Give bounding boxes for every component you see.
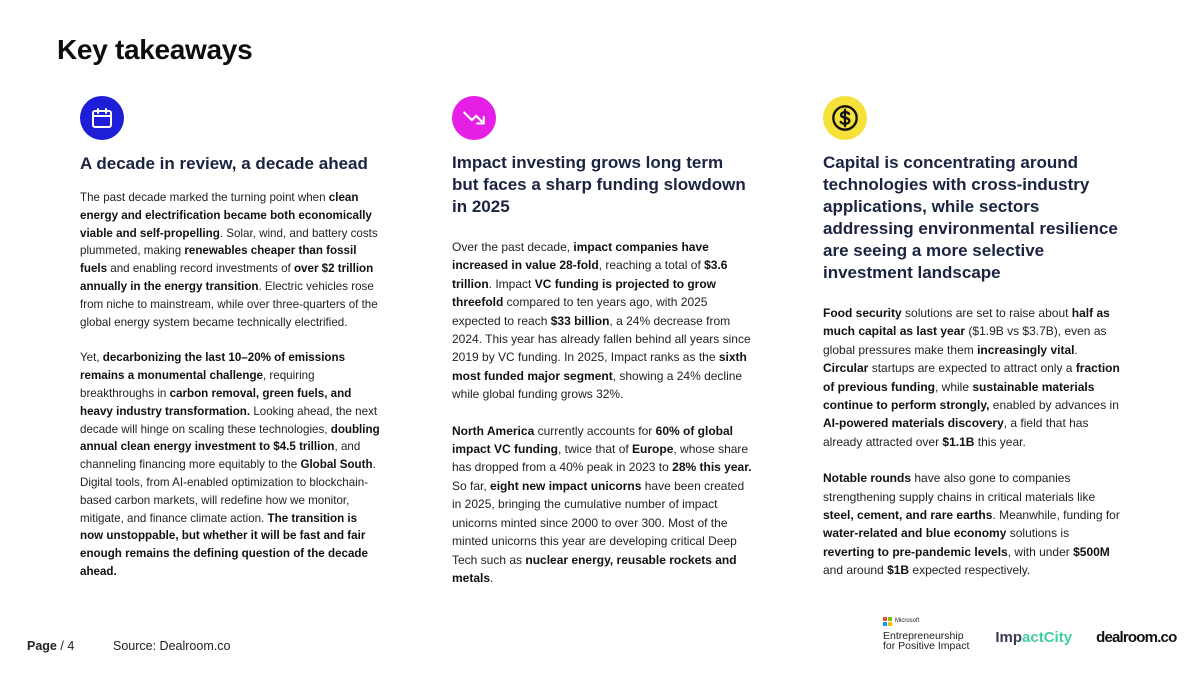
text-segment: . Digital tools, from AI-enabled optimization to blockchain-based carbon markets, will redefine how we monitor, mitigate, and finance climate action. (80, 458, 376, 525)
bold-text: nuclear energy, reusable rockets and metals (452, 552, 737, 585)
bold-text: sixth most funded major segment (452, 350, 747, 383)
text-segment: , twice that of (558, 442, 633, 457)
text-segment: , reaching a total of (598, 258, 705, 273)
text-segment: solutions are set to raise about (901, 306, 1072, 320)
bold-text: Notable rounds (823, 471, 912, 486)
msft-program-line2: for Positive Impact (883, 640, 970, 652)
microsoft-logo (883, 616, 969, 651)
column-paragraph (452, 422, 752, 588)
bold-text: 60% of global impact VC funding (452, 423, 733, 457)
bold-text: clean energy and electrification became both economically viable and self-propelling (80, 191, 372, 240)
text-segment: and enabling record investments of (107, 262, 294, 276)
impactcity-logo (995, 629, 1072, 646)
bold-text: 28% this year. (672, 460, 752, 475)
impactcity-part2: actCity (1022, 629, 1073, 646)
bold-text: $3.6 trillion (452, 258, 728, 291)
takeaway-column-decade (80, 96, 380, 581)
bold-text: $1.1B (942, 434, 975, 449)
column-paragraph (80, 349, 380, 580)
column-paragraph (823, 469, 1123, 579)
page-indicator (27, 639, 74, 653)
text-segment: enabled by advances in (989, 398, 1119, 413)
text-segment: solutions is (1006, 526, 1070, 541)
text-segment: . Impact (488, 276, 535, 291)
text-segment: . (1074, 342, 1078, 357)
bold-text: reverting to pre-pandemic levels (823, 544, 1008, 559)
bold-text: fraction of previous funding (823, 361, 1120, 394)
text-segment: . (490, 570, 494, 585)
calendar-icon (80, 96, 124, 140)
text-segment: So far, (452, 478, 491, 493)
bold-text: AI-powered materials discovery (823, 416, 1004, 431)
msft-program-line1: Entrepreneurship (883, 630, 964, 642)
dealroom-logo: dealroom.co (1096, 629, 1177, 646)
text-segment: have also gone to companies strengthening supply chains in critical materials like (823, 471, 1096, 504)
bold-text: $1B (887, 563, 910, 578)
column-paragraph (823, 304, 1123, 451)
text-segment: and around (823, 563, 888, 578)
text-segment: , requiring breakthroughs in (80, 369, 315, 400)
text-segment: , whose share has dropped from a 40% peak in 2023 to (452, 442, 749, 475)
impactcity-part1: Imp (995, 629, 1023, 646)
bold-text: half as much capital as last year (823, 306, 1110, 339)
bold-text: steel, cement, and rare earths (823, 508, 993, 523)
text-segment: , a field that has already attracted over (823, 416, 1089, 449)
text-segment: , while (935, 379, 973, 394)
text-segment: expected respectively. (909, 563, 1031, 578)
bold-text: North America (452, 423, 535, 438)
bold-text: Europe (632, 442, 674, 457)
microsoft-wordmark: Microsoft (895, 618, 920, 624)
text-segment: Yet, (80, 351, 103, 365)
column-heading: Impact investing grows long term but faces a sharp funding slowdown in 2025 (452, 153, 746, 216)
bold-text: Global South (300, 458, 373, 472)
text-segment: . Solar, wind, and battery costs plummeted, making (80, 226, 378, 258)
bold-text: $500M (1073, 544, 1110, 559)
bold-text: water-related and blue economy (823, 526, 1007, 541)
text-segment: The past decade marked the turning point when (80, 191, 329, 204)
text-segment: currently accounts for (534, 423, 656, 438)
text-segment: have been created in 2025, bringing the cumulative number of impact unicorns minted since 2000 to over 300. Most of the minted unicorns this year are developing critical Deep Tech such as (452, 478, 745, 567)
text-segment: this year. (974, 434, 1026, 449)
text-segment: Looking ahead, the next decade will hinge on scaling these technologies, (80, 404, 378, 436)
bold-text: Circular (823, 361, 869, 376)
text-segment: Over the past decade, (452, 240, 574, 254)
text-segment: , with under (1007, 544, 1074, 559)
bold-text: $33 billion (550, 313, 610, 328)
bold-text: impact companies have increased in value 28-fold (452, 240, 709, 273)
takeaway-column-capital (823, 96, 1123, 580)
takeaway-column-impact-investing (452, 96, 752, 587)
column-paragraph (80, 189, 380, 331)
bold-text: The transition is now unstoppable, but whether it will be fast and fair enough remains the defining question of the decade ahead. (80, 511, 368, 578)
page-label: Page (27, 639, 57, 653)
bold-text: decarbonizing the last 10–20% of emissions remains a monumental challenge (80, 351, 346, 383)
bold-text: increasingly vital (977, 342, 1075, 357)
dollar-icon (823, 96, 867, 140)
partner-logos (883, 616, 1176, 651)
text-segment: ($1.9B vs $3.7B), even as global pressures make them (823, 324, 1107, 357)
text-segment: . Electric vehicles rose from niche to mainstream, while over three-quarters of the global energy system became technically electrified. (80, 279, 378, 329)
text-segment: , a 24% decrease from 2024. This year has already fallen behind all years since 2019 by VC funding. In 2025, Impact ranks as the (452, 313, 751, 365)
bold-text: eight new impact unicorns (490, 478, 642, 493)
column-paragraph (452, 238, 752, 404)
bold-text: over $2 trillion annually in the energy transition (80, 262, 374, 293)
bold-text: Food security (823, 306, 902, 320)
bold-text: carbon removal, green fuels, and heavy industry transformation. (80, 386, 352, 418)
text-segment: , showing a 24% decline while global funding grows 32%. (452, 368, 743, 402)
page-title: Key takeaways (57, 34, 253, 65)
trending-down-icon (452, 96, 496, 140)
text-segment: , and channeling financing more equitably to the (80, 440, 361, 472)
text-segment: . Meanwhile, funding for (992, 508, 1120, 523)
source-note: Source: Dealroom.co (113, 639, 231, 653)
bold-text: renewables cheaper than fossil fuels (80, 244, 357, 276)
bold-text: sustainable materials continue to perform strongly, (823, 379, 1095, 413)
bold-text: doubling annual clean energy investment to $4.5 trillion (80, 422, 380, 454)
column-heading: Capital is concentrating around technologies with cross-industry applications, while sectors addressing environmental resilience are seeing a more selective investment landscape (823, 153, 1118, 282)
page-number: / 4 (60, 639, 75, 653)
text-segment: compared to ten years ago, with 2025 expected to reach (452, 295, 708, 328)
bold-text: VC funding is projected to grow threefold (452, 276, 717, 310)
column-heading: A decade in review, a decade ahead (80, 154, 368, 173)
text-segment: startups are expected to attract only a (868, 361, 1076, 376)
